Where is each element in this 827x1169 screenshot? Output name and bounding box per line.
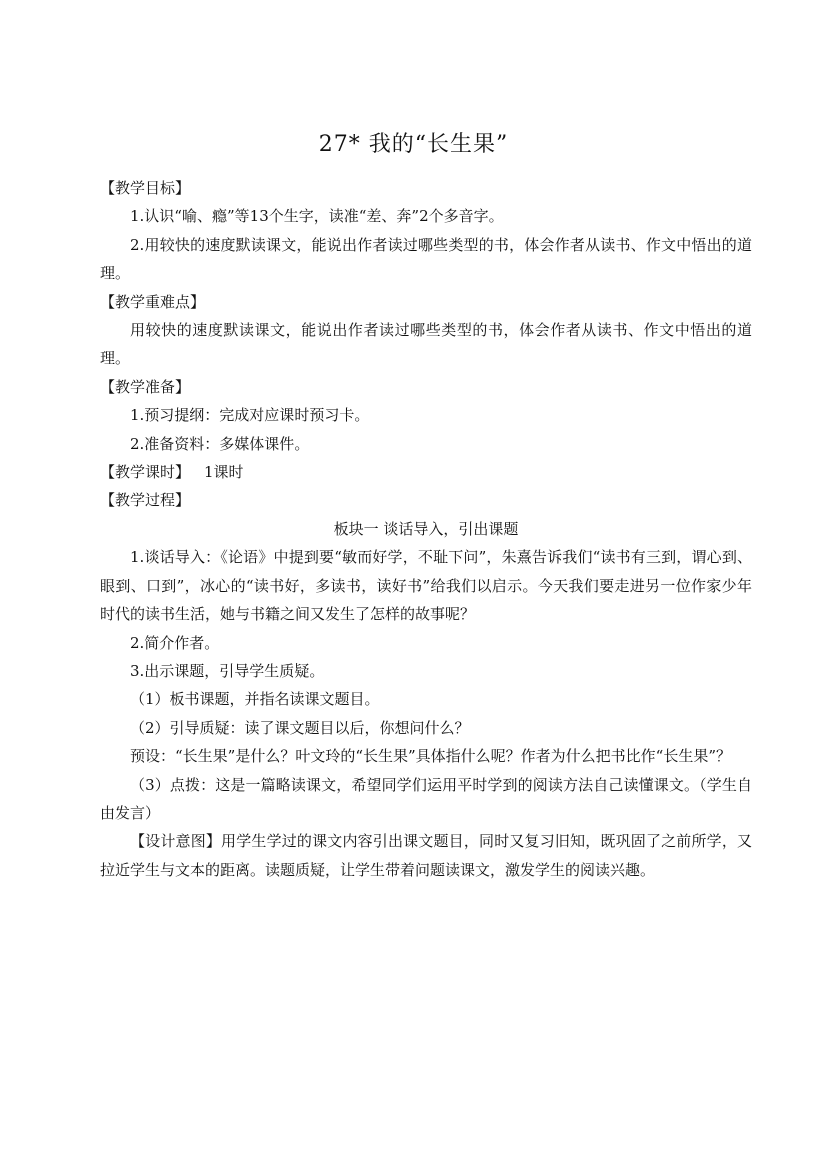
preparation-item-2: 2.准备资料：多媒体课件。	[130, 434, 310, 453]
process-step-1: 1.谈话导入：《论语》中提到要“敏而好学，不耻下问”，朱熹告诉我们“读书有三到，谓心到、眼到、口到”，冰心的“读书好，多读书，读好书”给我们以启示。今天我们要走进另一位作家少年时代的读书生活，她与书籍之间又发生了怎样的故事呢？	[100, 548, 752, 624]
goal-item-2: 2.用较快的速度默读课文，能说出作者读过哪些类型的书，体会作者从读书、作文中悟出的道理。	[100, 235, 752, 283]
preparation-item-1: 1.预习提纲：完成对应课时预习卡。	[130, 406, 370, 425]
block-title: 板块一 谈话导入，引出课题	[333, 519, 519, 538]
key-point-text: 用较快的速度默读课文，能说出作者读过哪些类型的书，体会作者从读书、作文中悟出的道理。	[100, 321, 752, 368]
design-intent: 【设计意图】用学生学过的课文内容引出课文题目，同时又复习旧知，既巩固了之前所学，又拉近学生与文本的距离。读题质疑，让学生带着问题读课文，激发学生的阅读兴趣。	[100, 832, 752, 879]
process-substep-1: （1）板书课题，并指名读课文题目。	[130, 690, 380, 709]
process-step-2: 2.简介作者。	[130, 633, 220, 652]
class-hours-row	[100, 458, 752, 486]
class-hours-value: 1课时	[204, 463, 244, 482]
process-substep-3: （3）点拨：这是一篇略读课文，希望同学们运用平时学到的阅读方法自己读懂课文。（学生自由发言）	[100, 775, 752, 822]
process-substep-2: （2）引导质疑：读了课文题目以后，你想问什么？	[130, 718, 470, 737]
preset-questions: 预设：“长生果”是什么？叶文玲的“长生果”具体指什么呢？作者为什么把书比作“长生果”？	[130, 747, 732, 766]
document-body	[100, 174, 752, 884]
section-heading-class-hours: 【教学课时】	[100, 463, 191, 482]
goal-item-1: 1.认识“喻、瘾”等13个生字，读准“差、奔”2个多音字。	[130, 207, 504, 226]
section-heading-key-points: 【教学重难点】	[100, 292, 206, 311]
process-step-3: 3.出示课题，引导学生质疑。	[130, 661, 325, 680]
section-heading-goals: 【教学目标】	[100, 179, 191, 197]
page-title: 27* 我的“长生果”	[318, 132, 509, 157]
section-heading-process: 【教学过程】	[100, 491, 191, 510]
section-heading-preparation: 【教学准备】	[100, 377, 191, 396]
